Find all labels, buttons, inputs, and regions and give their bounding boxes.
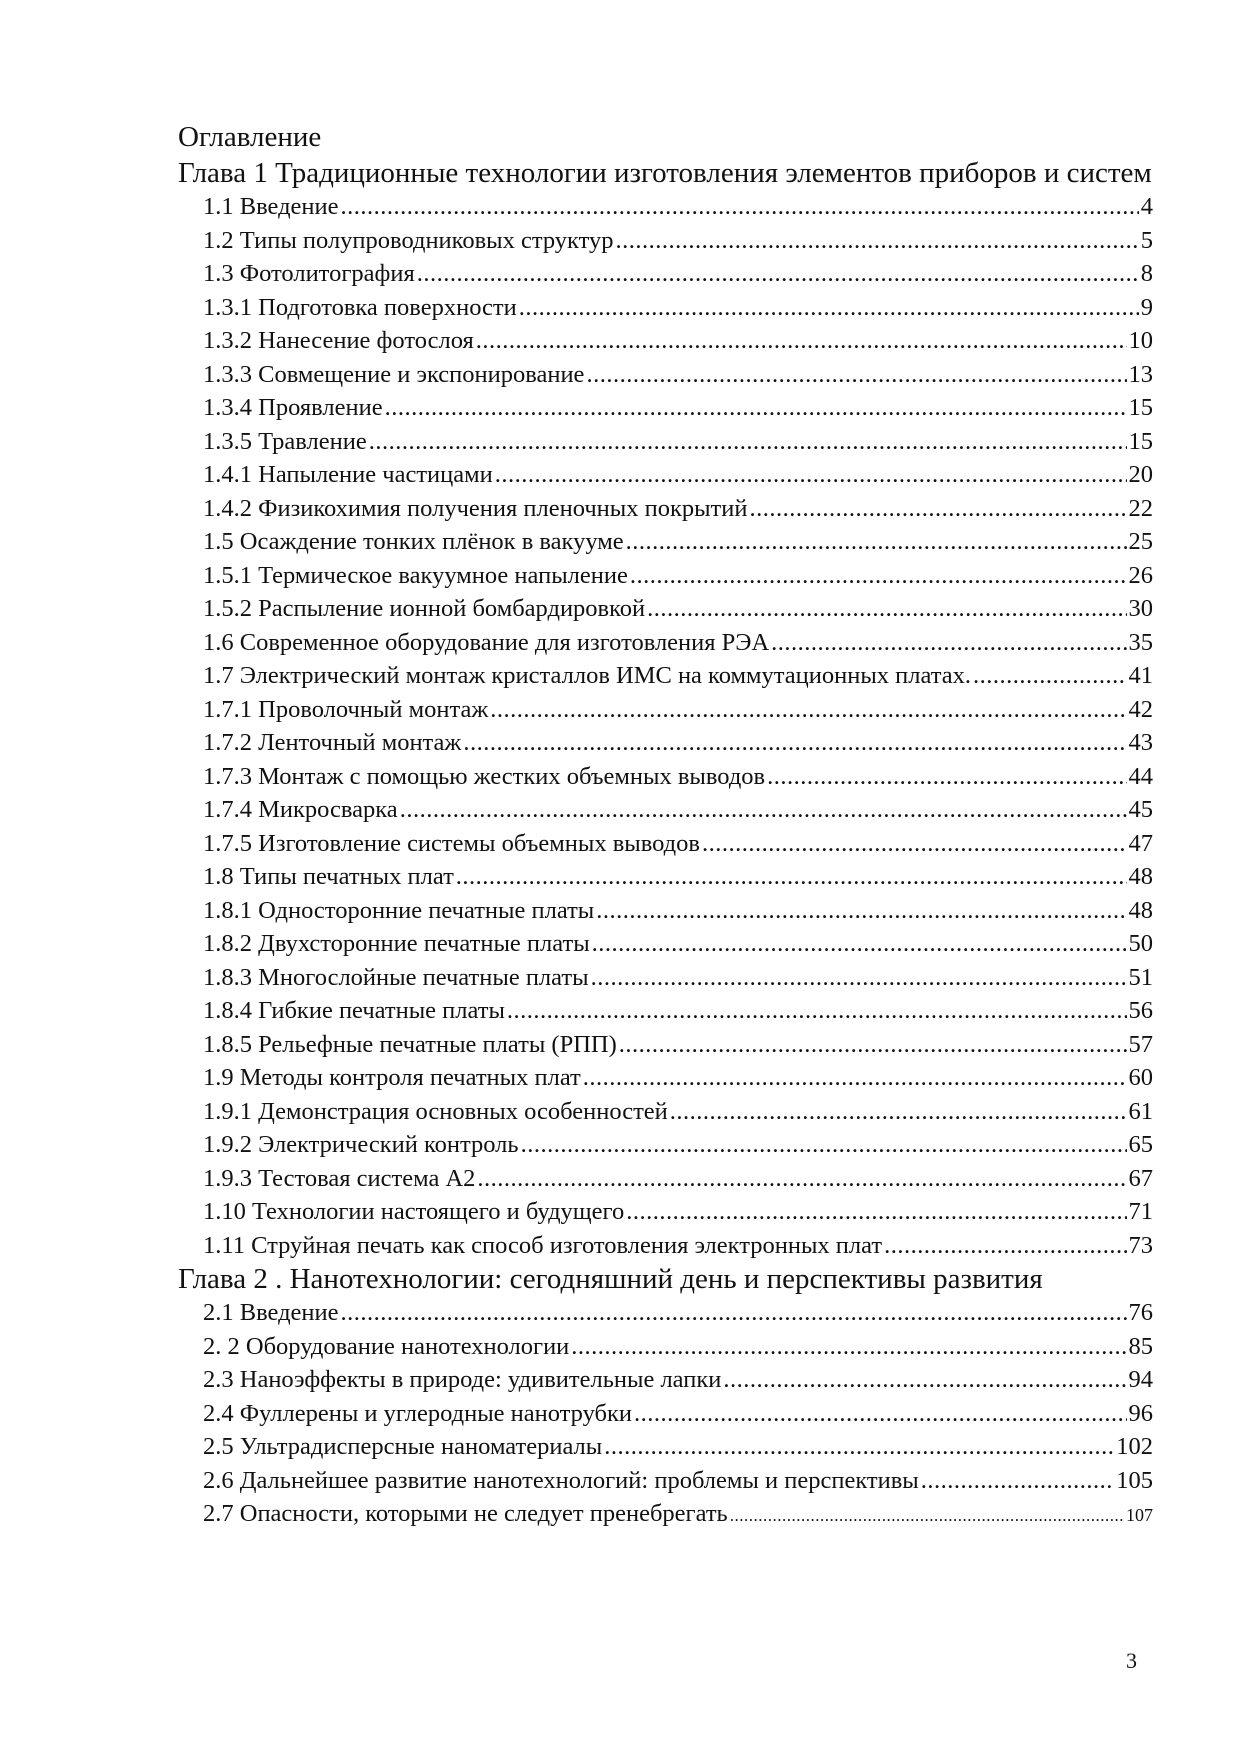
toc-entry[interactable] <box>203 927 1153 961</box>
toc-entry[interactable] <box>203 190 1153 224</box>
toc-entry-title: 1.8 Типы печатных плат <box>203 863 454 890</box>
toc-entry-title: 1.8.3 Многослойные печатные платы <box>203 963 589 991</box>
toc-entry-title: 1.8.1 Односторонние печатные платы <box>203 896 595 924</box>
toc-entry[interactable] <box>203 1229 1153 1263</box>
dot-leader <box>385 391 1127 425</box>
toc-entry-title: 1.7.5 Изготовление системы объемных выводов <box>203 829 700 857</box>
toc-entry-title: 1.3.2 Нанесение фотослоя <box>203 327 474 354</box>
toc-entry-title: 2.3 Наноэффекты в природе: удивительные лапки <box>203 1366 722 1393</box>
dot-leader <box>341 1296 1127 1330</box>
toc-entry-title: 2. 2 Оборудование нанотехнологии <box>203 1332 570 1360</box>
dot-leader <box>463 726 1126 760</box>
toc-entry-page-number: 96 <box>1128 1399 1153 1427</box>
toc-entry[interactable] <box>203 626 1153 660</box>
toc-entry-title: 1.7 Электрический монтаж кристаллов ИМС на коммутационных платах. <box>203 662 972 689</box>
dot-leader <box>519 291 1139 325</box>
toc-entry-page-number: 15 <box>1128 394 1153 421</box>
dot-leader <box>626 1195 1126 1229</box>
dot-leader <box>750 492 1127 526</box>
chapter-heading: Глава 1 Традиционные технологии изготовления элементов приборов и систем <box>178 157 1152 189</box>
toc-entry-page-number: 9 <box>1140 293 1153 321</box>
toc-entry[interactable] <box>203 760 1153 794</box>
toc-entry-title: 1.9.3 Тестовая система А2 <box>203 1164 476 1192</box>
toc-entry[interactable] <box>203 324 1153 358</box>
toc-entry-title: 1.6 Современное оборудование для изготовления РЭА <box>203 628 770 656</box>
dot-leader <box>626 525 1127 559</box>
toc-chapters <box>178 156 1153 1531</box>
toc-entry[interactable] <box>203 693 1153 727</box>
chapter-heading: Глава 2 . Нанотехнологии: сегодняшний день и перспективы развития <box>178 1263 1043 1295</box>
toc-entry-title: 1.5.1 Термическое вакуумное напыление <box>203 561 628 589</box>
toc-entry[interactable] <box>203 1128 1153 1162</box>
toc-entry[interactable] <box>203 1195 1153 1229</box>
dot-leader <box>634 1397 1126 1431</box>
page-number: 3 <box>1126 1648 1137 1673</box>
dot-leader <box>583 1061 1127 1095</box>
dot-leader <box>417 257 1139 291</box>
toc-entry-page-number: 5 <box>1140 226 1153 254</box>
toc-entry-page-number: 26 <box>1128 561 1153 589</box>
toc-entry-page-number: 45 <box>1128 796 1153 823</box>
toc-entry[interactable] <box>203 994 1153 1028</box>
toc-entry-page-number: 44 <box>1128 762 1153 790</box>
dot-leader <box>630 559 1127 593</box>
dot-leader <box>456 860 1127 894</box>
toc-entry[interactable] <box>203 1061 1153 1095</box>
toc-entry-page-number: 94 <box>1128 1366 1153 1393</box>
dot-leader <box>973 659 1126 693</box>
toc-entry-title: 1.7.3 Монтаж с помощью жестких объемных выводов <box>203 762 766 790</box>
dot-leader <box>921 1464 1114 1498</box>
toc-entry[interactable] <box>203 458 1153 492</box>
dot-leader <box>647 592 1126 626</box>
toc-entry[interactable] <box>203 1162 1153 1196</box>
toc-entry-page-number: 42 <box>1128 695 1153 723</box>
toc-entry[interactable] <box>203 659 1153 693</box>
toc-entry-page-number: 73 <box>1128 1231 1153 1259</box>
toc-entry-title: 1.1 Введение <box>203 193 339 220</box>
toc-entry[interactable] <box>203 525 1153 559</box>
toc-entry[interactable] <box>203 1497 1153 1531</box>
toc-entry-page-number: 56 <box>1128 997 1153 1024</box>
dot-leader <box>730 1499 1124 1533</box>
toc-entry[interactable] <box>203 1095 1153 1129</box>
dot-leader <box>586 358 1126 392</box>
toc-entry[interactable] <box>203 1363 1153 1397</box>
toc-entry-title: 1.10 Технологии настоящего и будущего <box>203 1198 625 1225</box>
dot-leader <box>591 961 1127 995</box>
dot-leader <box>490 693 1126 727</box>
toc-entry[interactable] <box>203 425 1153 459</box>
toc-entry[interactable] <box>203 726 1153 760</box>
chapter-entries <box>178 1296 1153 1531</box>
toc-entry-page-number: 102 <box>1116 1433 1153 1460</box>
dot-leader <box>476 324 1127 358</box>
toc-entry-title: 1.8.2 Двухсторонние печатные платы <box>203 930 590 957</box>
toc-entry[interactable] <box>203 257 1153 291</box>
toc-entry-title: 1.11 Струйная печать как способ изготовления электронных плат <box>203 1231 883 1259</box>
toc-entry-page-number: 48 <box>1128 863 1153 890</box>
toc-entry[interactable] <box>203 793 1153 827</box>
toc-entry-page-number: 65 <box>1128 1131 1153 1158</box>
toc-entry-page-number: 15 <box>1128 427 1153 455</box>
toc-entry-page-number: 50 <box>1128 930 1153 957</box>
toc-entry-title: 1.3 Фотолитография <box>203 260 415 287</box>
toc-entry-page-number: 35 <box>1128 628 1153 656</box>
chapter-entries <box>178 190 1153 1262</box>
toc-entry-page-number: 30 <box>1128 595 1153 622</box>
toc-entry-page-number: 76 <box>1128 1299 1153 1326</box>
dot-leader <box>604 1430 1114 1464</box>
toc-entry-title: 2.1 Введение <box>203 1299 339 1326</box>
toc-entry-title: 1.2 Типы полупроводниковых структур <box>203 226 614 254</box>
toc-entry-page-number: 57 <box>1128 1030 1153 1058</box>
dot-leader <box>571 1330 1126 1364</box>
toc-entry[interactable] <box>203 1330 1153 1364</box>
toc-entry-page-number: 4 <box>1140 193 1153 220</box>
toc-entry-page-number: 60 <box>1128 1064 1153 1091</box>
toc-entry[interactable] <box>203 961 1153 995</box>
toc-entry[interactable] <box>203 1296 1153 1330</box>
toc-entry-title: 1.3.1 Подготовка поверхности <box>203 293 517 321</box>
toc-entry[interactable] <box>203 1464 1153 1498</box>
dot-leader <box>596 894 1126 928</box>
toc-entry-title: 1.7.4 Микросварка <box>203 796 398 823</box>
table-of-contents <box>178 120 1153 1531</box>
dot-leader <box>670 1095 1127 1129</box>
dot-leader <box>702 827 1127 861</box>
toc-entry-page-number: 10 <box>1128 327 1153 354</box>
toc-entry-page-number: 67 <box>1128 1164 1153 1192</box>
dot-leader <box>507 994 1127 1028</box>
toc-entry-page-number: 41 <box>1128 662 1153 689</box>
toc-entry[interactable] <box>203 827 1153 861</box>
toc-entry-page-number: 20 <box>1128 461 1153 488</box>
dot-leader <box>400 793 1127 827</box>
toc-entry-title: 2.5 Ультрадисперсные наноматериалы <box>203 1433 603 1460</box>
dot-leader <box>495 458 1127 492</box>
dot-leader <box>767 760 1126 794</box>
toc-entry-title: 1.7.2 Ленточный монтаж <box>203 729 462 756</box>
toc-entry-title: 1.9.2 Электрический контроль <box>203 1131 519 1158</box>
dot-leader <box>884 1229 1126 1263</box>
toc-entry-page-number: 22 <box>1128 494 1153 522</box>
toc-entry-page-number: 61 <box>1128 1097 1153 1125</box>
toc-entry[interactable] <box>203 894 1153 928</box>
toc-entry-title: 2.6 Дальнейшее развитие нанотехнологий: проблемы и перспективы <box>203 1466 919 1494</box>
toc-entry-title: 1.4.2 Физикохимия получения пленочных покрытий <box>203 494 748 522</box>
toc-entry-page-number: 8 <box>1140 260 1153 287</box>
toc-entry-title: 1.7.1 Проволочный монтаж <box>203 695 489 723</box>
toc-entry-title: 1.9.1 Демонстрация основных особенностей <box>203 1097 668 1125</box>
toc-entry-page-number: 47 <box>1128 829 1153 857</box>
toc-entry-page-number: 51 <box>1128 963 1153 991</box>
toc-entry-page-number: 25 <box>1128 528 1153 555</box>
dot-leader <box>771 626 1126 660</box>
toc-entry-title: 1.8.4 Гибкие печатные платы <box>203 997 505 1024</box>
toc-entry-title: 1.8.5 Рельефные печатные платы (РПП) <box>203 1030 617 1058</box>
toc-entry[interactable] <box>203 1028 1153 1062</box>
toc-entry-title: 1.4.1 Напыление частицами <box>203 461 493 488</box>
toc-title: Оглавление <box>178 121 322 153</box>
toc-entry-title: 2.7 Опасности, которыми не следует пренебрегать <box>203 1500 728 1527</box>
toc-entry-title: 1.3.5 Травление <box>203 427 367 455</box>
toc-entry-page-number: 107 <box>1126 1505 1153 1525</box>
dot-leader <box>592 927 1127 961</box>
toc-entry-page-number: 71 <box>1128 1198 1153 1225</box>
toc-entry[interactable] <box>203 1397 1153 1431</box>
toc-entry-page-number: 43 <box>1128 729 1153 756</box>
toc-entry[interactable] <box>203 291 1153 325</box>
toc-entry[interactable] <box>203 492 1153 526</box>
toc-entry[interactable] <box>203 224 1153 258</box>
toc-entry-title: 1.5.2 Распыление ионной бомбардировкой <box>203 595 646 622</box>
toc-entry-title: 1.5 Осаждение тонких плёнок в вакууме <box>203 528 624 555</box>
toc-entry[interactable] <box>203 358 1153 392</box>
toc-entry[interactable] <box>203 559 1153 593</box>
toc-entry[interactable] <box>203 391 1153 425</box>
dot-leader <box>341 190 1139 224</box>
toc-entry[interactable] <box>203 860 1153 894</box>
dot-leader <box>477 1162 1126 1196</box>
toc-entry-title: 1.3.3 Совмещение и экспонирование <box>203 360 585 388</box>
toc-entry-title: 1.3.4 Проявление <box>203 394 383 421</box>
dot-leader <box>619 1028 1127 1062</box>
toc-entry-title: 2.4 Фуллерены и углеродные нанотрубки <box>203 1399 633 1427</box>
dot-leader <box>616 224 1139 258</box>
dot-leader <box>521 1128 1127 1162</box>
toc-entry-page-number: 13 <box>1128 360 1153 388</box>
toc-entry-title: 1.9 Методы контроля печатных плат <box>203 1064 581 1091</box>
toc-entry-page-number: 48 <box>1128 896 1153 924</box>
toc-entry[interactable] <box>203 592 1153 626</box>
toc-entry-page-number: 105 <box>1116 1466 1153 1494</box>
dot-leader <box>723 1363 1126 1397</box>
dot-leader <box>369 425 1127 459</box>
toc-entry[interactable] <box>203 1430 1153 1464</box>
toc-entry-page-number: 85 <box>1128 1332 1153 1360</box>
